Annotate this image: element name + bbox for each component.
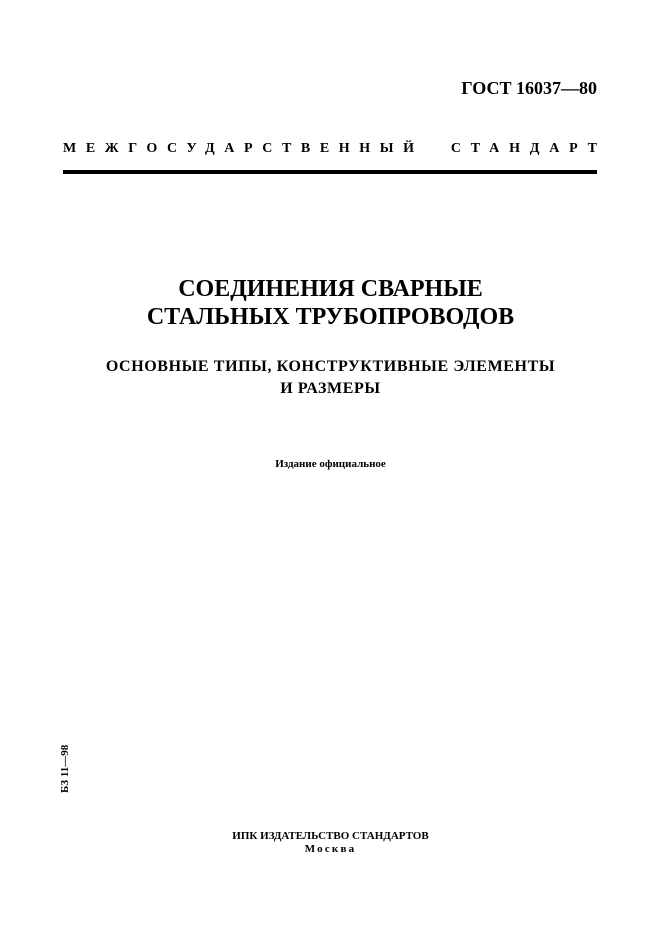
document-subtitle-line-1: ОСНОВНЫЕ ТИПЫ, КОНСТРУКТИВНЫЕ ЭЛЕМЕНТЫ <box>105 358 556 375</box>
document-subtitle-line-2: И РАЗМЕРЫ <box>280 380 381 397</box>
standard-type-heading <box>63 139 607 159</box>
document-title <box>0 275 661 331</box>
header-rule-divider <box>63 170 597 174</box>
standard-type-interstate: МЕЖГОСУДАРСТВЕННЫЙ <box>63 141 424 156</box>
publisher-name: ИПК ИЗДАТЕЛЬСТВО СТАНДАРТОВ <box>232 830 429 842</box>
publisher-city: Москва <box>304 843 357 855</box>
document-title-line-1: СОЕДИНЕНИЯ СВАРНЫЕ <box>178 276 483 302</box>
document-title-line-2: СТАЛЬНЫХ ТРУБОПРОВОДОВ <box>146 304 515 330</box>
gost-number: ГОСТ 16037—80 <box>461 78 597 98</box>
standard-type-standard: СТАНДАРТ <box>450 141 607 156</box>
document-subtitle <box>0 356 661 400</box>
side-catalog-code: БЗ 11—98 <box>59 744 71 793</box>
edition-note: Издание официальное <box>275 458 386 470</box>
